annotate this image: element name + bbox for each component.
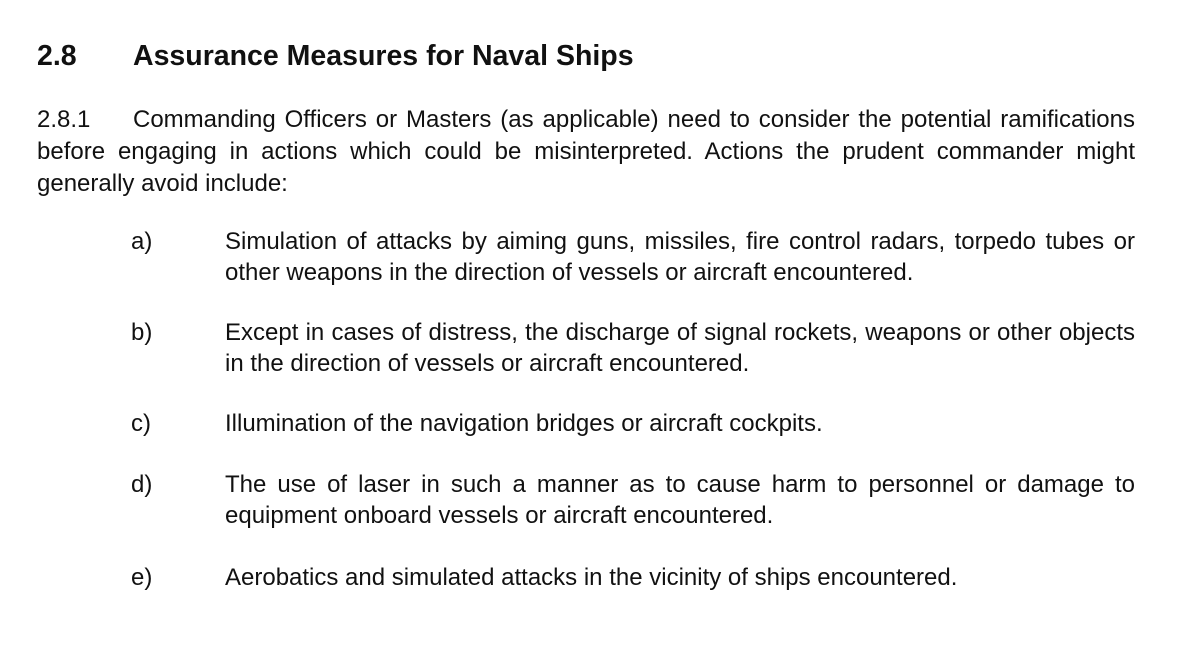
paragraph-text: Commanding Officers or Masters (as applicable) need to consider the potential ramifications before engaging in actions which could be misinterpreted. Actions the prudent commander might generally avoid include: [37, 106, 1135, 197]
paragraph-number: 2.8.1 [37, 106, 91, 133]
section-number: 2.8 [37, 40, 77, 72]
list-item-text: Illumination of the navigation bridges or aircraft cockpits. [225, 410, 823, 437]
list-item-label: c) [131, 410, 151, 437]
list-item-label: d) [131, 471, 153, 498]
list-item-label: b) [131, 319, 153, 346]
list-item-text: Aerobatics and simulated attacks in the vicinity of ships encountered. [225, 564, 958, 591]
list-item-text: Except in cases of distress, the discharge of signal rockets, weapons or other objects in the direction of vessels or aircraft encountered. [225, 319, 1135, 377]
list-item-label: a) [131, 228, 153, 255]
list-item-text: The use of laser in such a manner as to cause harm to personnel or damage to equipment onboard vessels or aircraft encountered. [225, 471, 1135, 529]
section-title: Assurance Measures for Naval Ships [133, 40, 634, 72]
list-item-text: Simulation of attacks by aiming guns, missiles, fire control radars, torpedo tubes or other weapons in the direction of vessels or aircraft encountered. [225, 228, 1135, 286]
section-heading [37, 38, 634, 74]
paragraph-2-8-1 [37, 104, 1135, 200]
list-item-label: e) [131, 564, 153, 591]
